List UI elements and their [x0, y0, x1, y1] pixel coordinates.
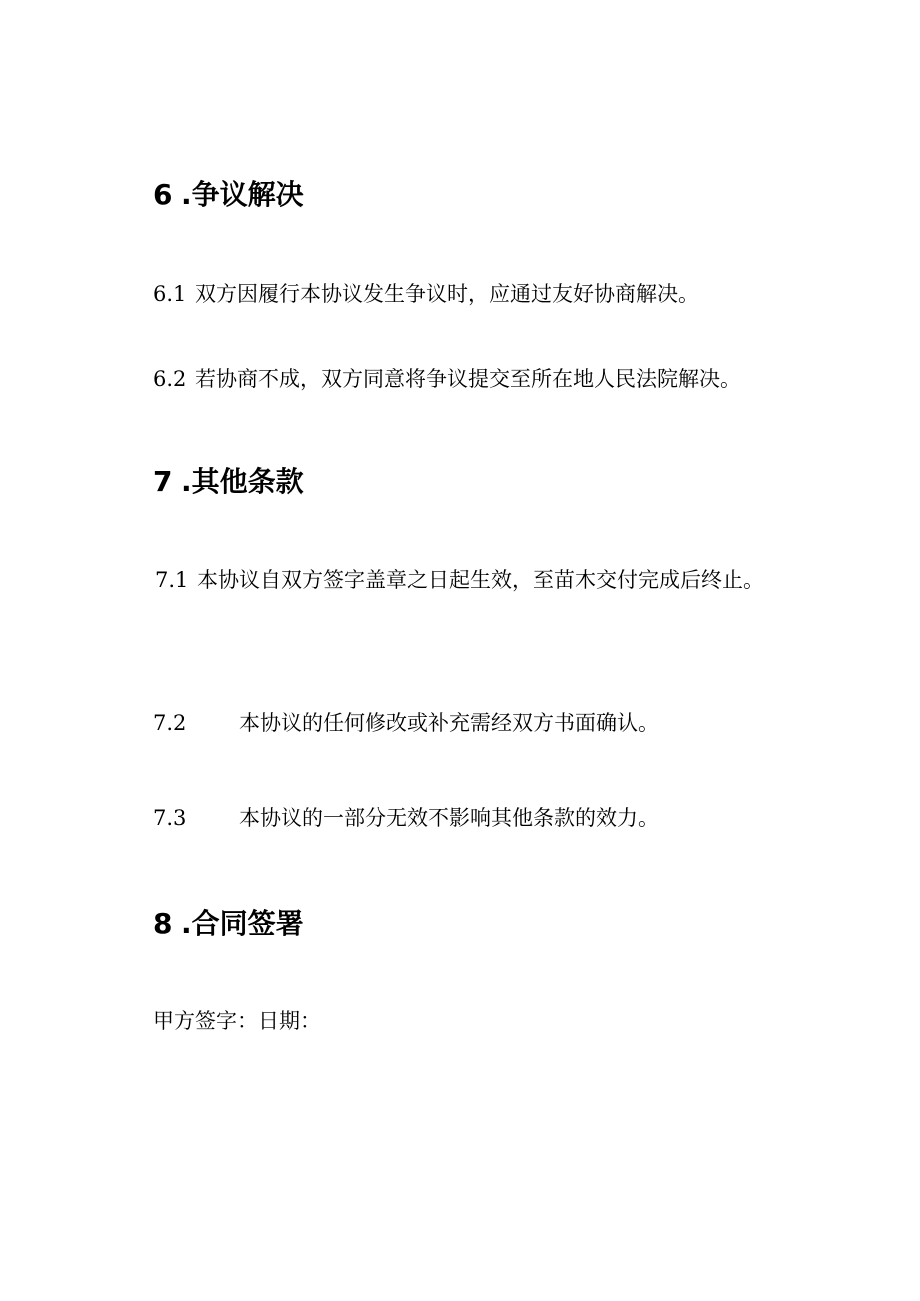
- clause-7-1: [108, 557, 788, 603]
- section-title: .争议解决: [181, 178, 304, 211]
- section-number: 8: [153, 907, 173, 940]
- clause-number: 6.2: [153, 367, 187, 391]
- clause-6-1: [153, 272, 699, 316]
- section-8-heading: [153, 904, 304, 944]
- clause-number: 7.3: [153, 806, 187, 830]
- clause-6-2: [153, 357, 741, 401]
- section-7-heading: [153, 462, 304, 502]
- section-number: 7: [153, 465, 173, 498]
- clause-text: 本协议的一部分无效不影响其他条款的效力。: [239, 806, 659, 830]
- clause-7-2: [153, 701, 659, 745]
- clause-number: 7.1: [155, 568, 189, 592]
- clause-text: 本协议自双方签字盖章之日起生效，至苗木交付完成后终止。: [197, 568, 764, 592]
- clause-text: 若协商不成，双方同意将争议提交至所在地人民法院解决。: [195, 367, 741, 391]
- clause-7-3: [153, 796, 659, 840]
- section-title: .合同签署: [181, 907, 304, 940]
- clause-text: 本协议的任何修改或补充需经双方书面确认。: [239, 711, 659, 735]
- clause-number: 7.2: [153, 711, 187, 735]
- section-number: 6: [153, 178, 173, 211]
- section-6-heading: [153, 175, 304, 215]
- section-title: .其他条款: [181, 465, 304, 498]
- clause-number: 6.1: [153, 282, 187, 306]
- clause-text: 双方因履行本协议发生争议时，应通过友好协商解决。: [195, 282, 699, 306]
- signature-line: 甲方签字：日期：: [153, 1009, 321, 1033]
